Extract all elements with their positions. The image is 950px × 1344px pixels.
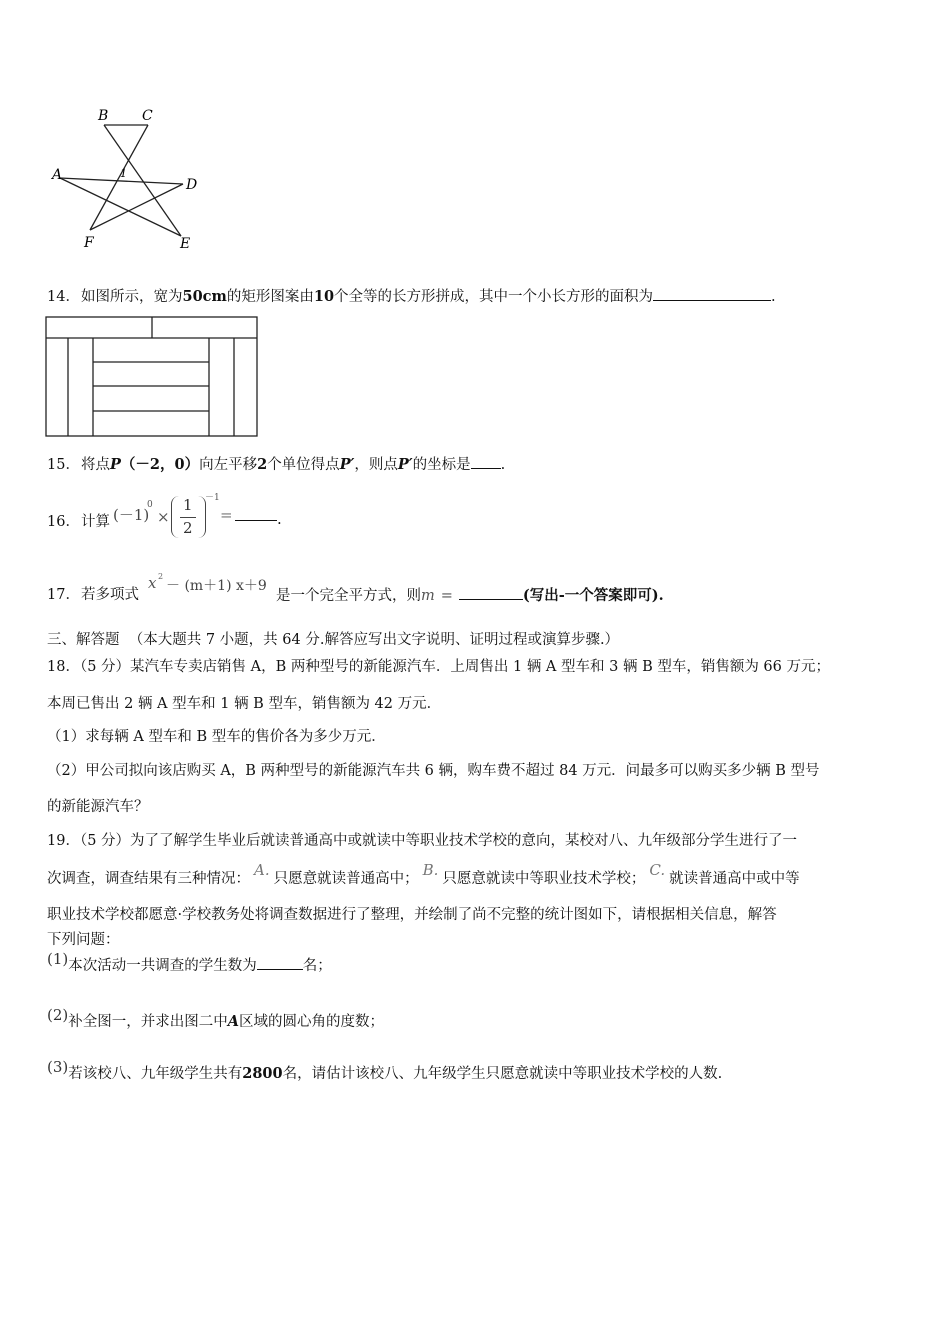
label-c: C <box>142 108 153 124</box>
label-a: A <box>52 167 63 183</box>
question-16: 16．计算 <box>47 514 110 530</box>
q19-line-3: 职业技术学校都愿意·学校教务处将调查数据进行了整理，并绘制了尚不完整的统计图如下，请根据相关信息，解答 <box>47 907 777 923</box>
answer-blank-15[interactable] <box>471 454 501 469</box>
q19-line-2: 次调查，调查结果有三种情况： A. 只愿意就读普通高中； B. 只愿意就读中等职业技术学校； C. 就读普通高中或中等 <box>47 861 800 887</box>
answer-blank-19-1[interactable] <box>257 955 303 970</box>
q18-line-5: 的新能源汽车？ <box>47 799 149 815</box>
question-17-tail: 是一个完全平方式，则m = (写出-一个答案即可). <box>276 587 664 604</box>
q19-line-1: 19．（5 分）为了了解学生毕业后就读普通高中或就读中等职业技术学校的意向，某校对八、九年级部分学生进行了一 <box>47 833 798 849</box>
answer-blank-17[interactable] <box>459 585 523 600</box>
question-17: 17．若多项式 <box>47 587 139 603</box>
q16-expression: (－1) 0 × 1 2 －1 = . <box>113 493 282 537</box>
star-figure <box>48 100 208 255</box>
q18-line-1: 18．（5 分）某汽车专卖店销售 A，B 两种型号的新能源汽车．上周售出 1 辆 A 型车和 3 辆 B 型车，销售额为 66 万元； <box>47 659 830 675</box>
q19-sub-2: (2)补全图一，并求出图二中A区域的圆心角的度数； <box>47 1006 385 1030</box>
label-e: E <box>180 236 191 252</box>
q19-sub-3: (3)若该校八、九年级学生共有2800名，请估计该校八、九年级学生只愿意就读中等职业技术学校的人数. <box>47 1058 723 1082</box>
answer-blank-14[interactable] <box>653 286 771 301</box>
label-d: D <box>186 177 198 193</box>
rectangle-pattern-figure <box>45 316 259 438</box>
q19-sub-1: (1)本次活动一共调查的学生数为 名； <box>47 950 332 974</box>
label-b: B <box>98 108 109 124</box>
fraction-bar <box>180 517 196 518</box>
section-3-heading: 三、解答题 （本大题共 7 小题，共 64 分.解答应写出文字说明、证明过程或演算步骤.） <box>47 632 620 648</box>
big-left-paren <box>171 496 180 538</box>
q17-expression: x 2 － (m＋1) x＋9 <box>148 572 267 594</box>
question-14: 14．如图所示，宽为50cm的矩形图案由10个全等的长方形拼成，其中一个小长方形的面积为 . <box>47 288 776 305</box>
answer-blank-16[interactable] <box>235 506 277 521</box>
label-f: F <box>84 235 94 251</box>
q18-line-4: （2）甲公司拟向该店购买 A，B 两种型号的新能源汽车共 6 辆，购车费不超过 84 万元．问最多可以购买多少辆 B 型号 <box>47 763 820 779</box>
q18-line-2: 本周已售出 2 辆 A 型车和 1 辆 B 型车，销售额为 42 万元． <box>47 696 442 712</box>
q18-line-3: （1）求每辆 A 型车和 B 型车的售价各为多少万元． <box>47 729 386 745</box>
label-angle-1: 1 <box>120 167 127 180</box>
q19-line-4: 下列问题： <box>47 932 120 948</box>
question-15: 15．将点P（－2，0）向左平移2个单位得点P′，则点P′的坐标是 . <box>47 456 506 473</box>
